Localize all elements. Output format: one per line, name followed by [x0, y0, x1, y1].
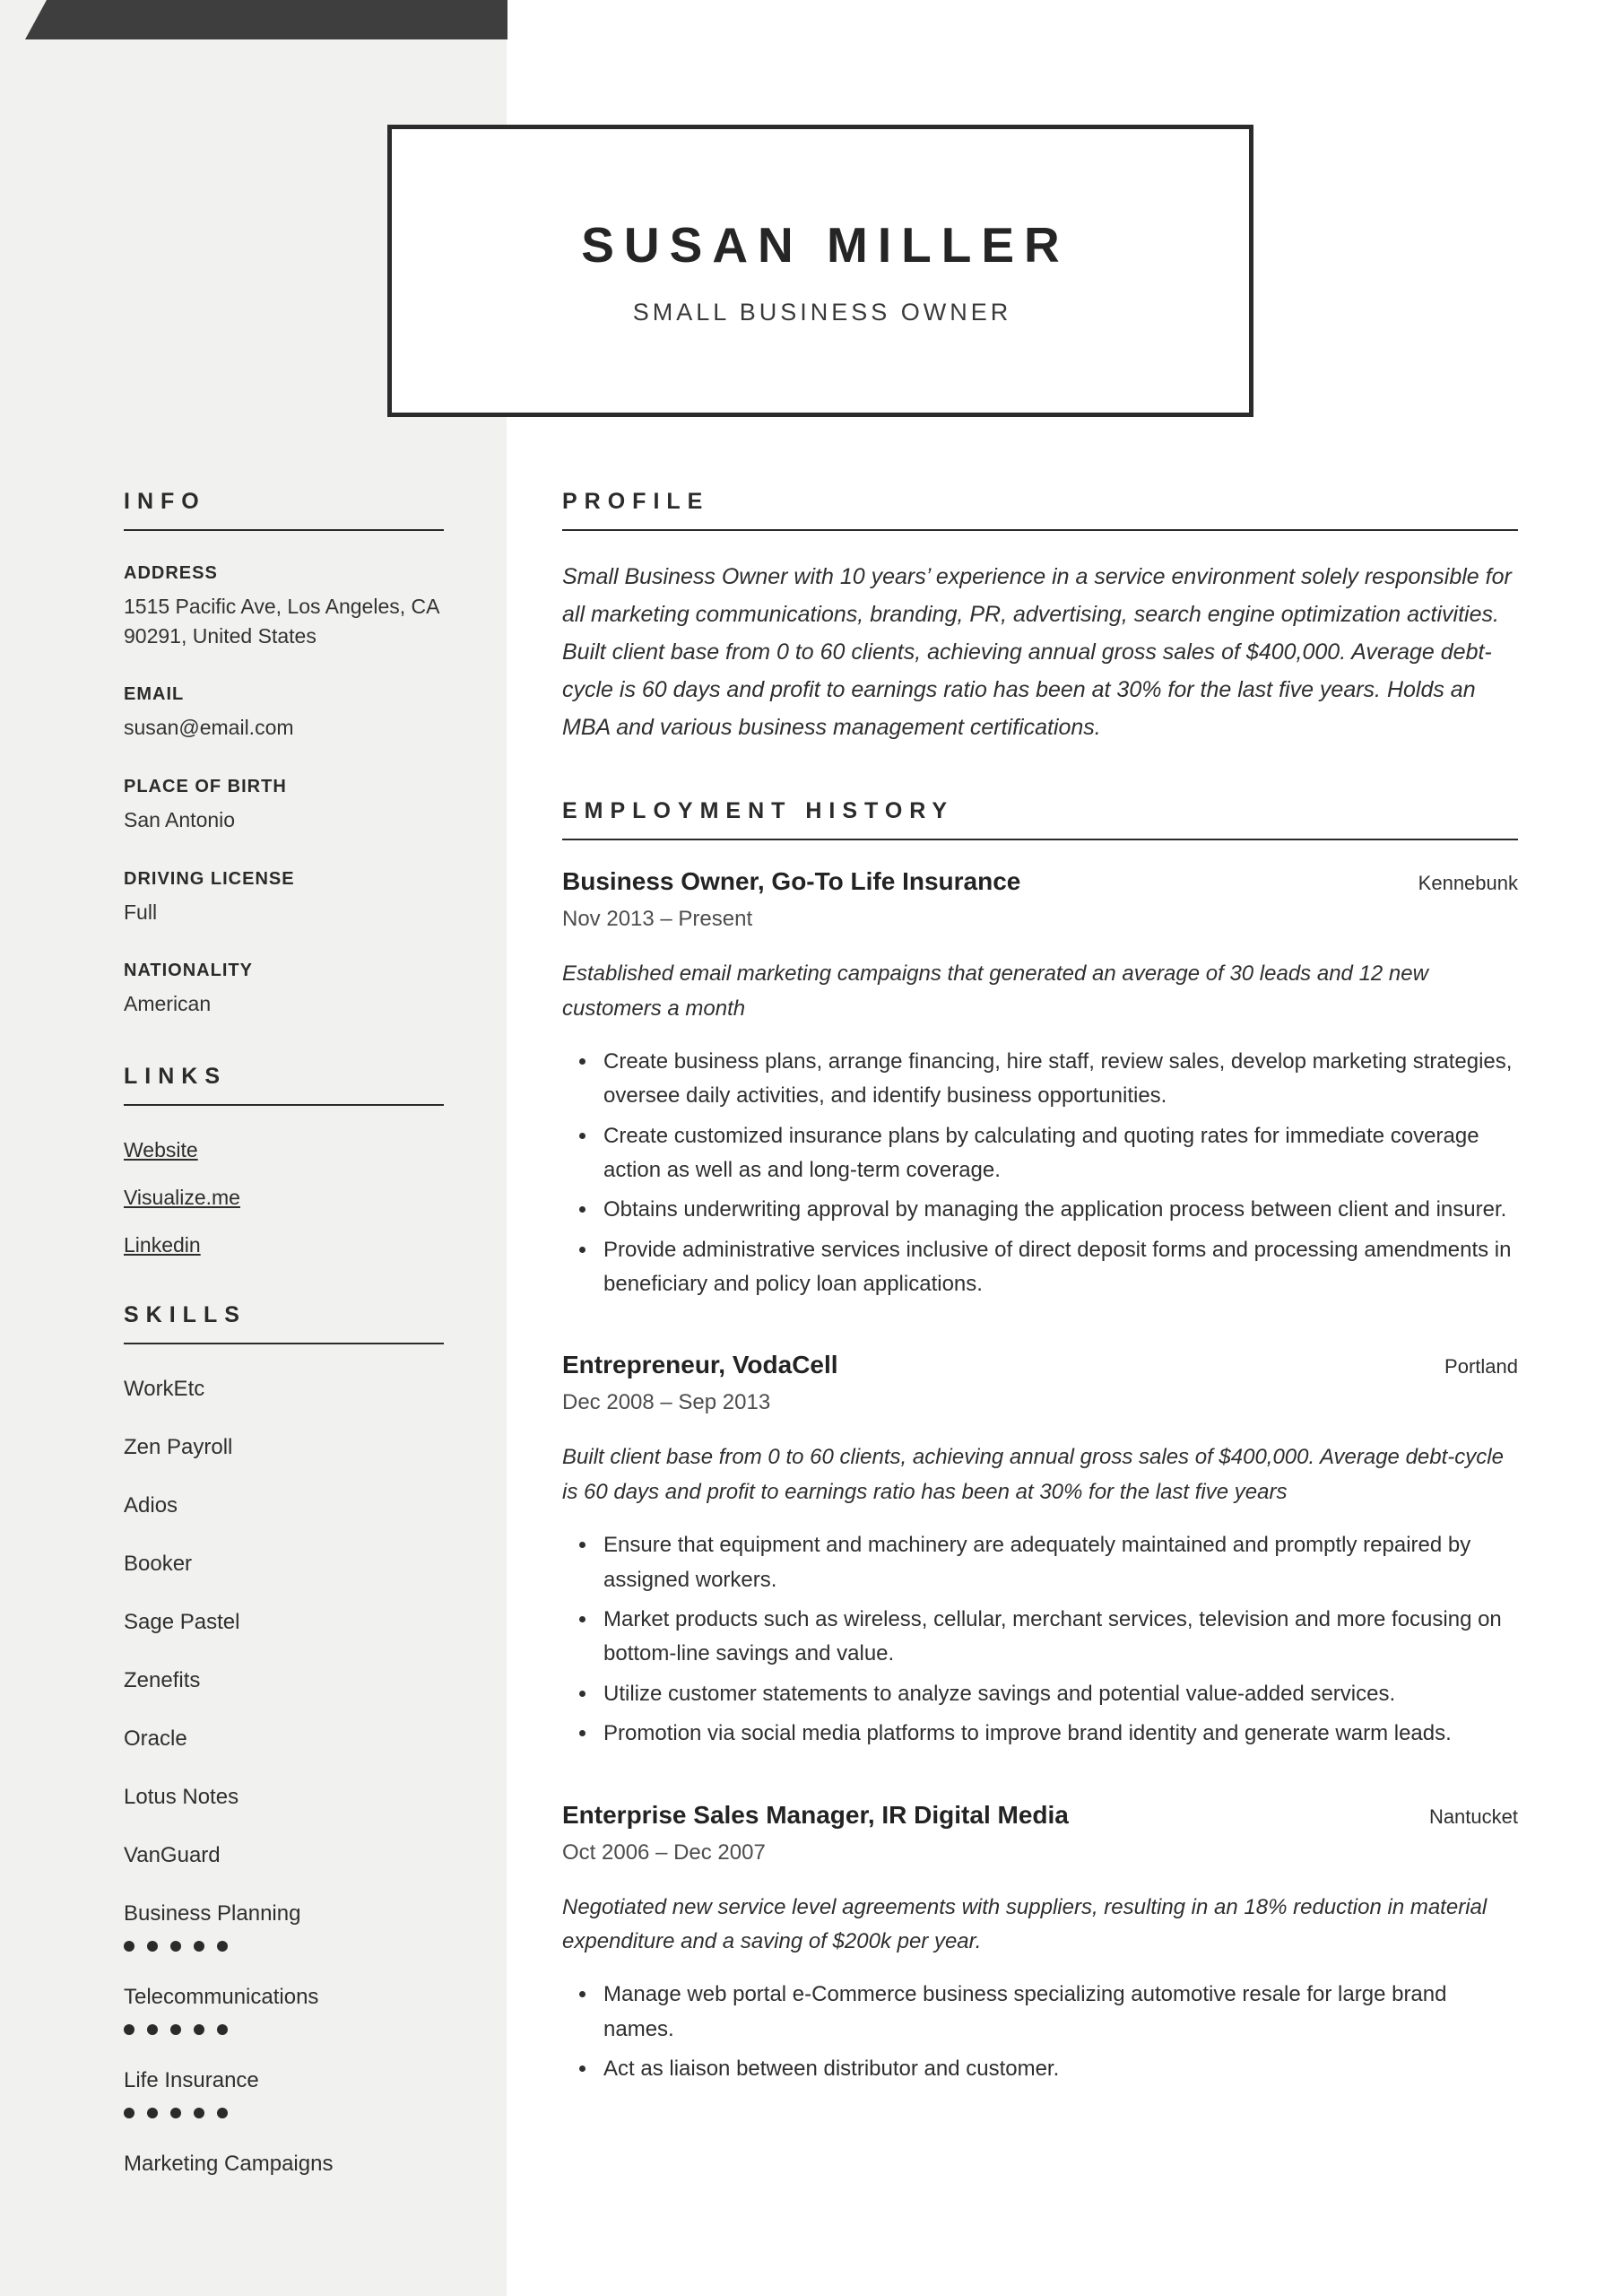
job-bullet: • Utilize customer statements to analyze savings and potential value-added services.	[598, 1677, 1518, 1711]
skill-item	[124, 1985, 444, 2035]
job-dates: Nov 2013 – Present	[562, 907, 753, 931]
info-field-label: NATIONALITY	[124, 961, 253, 981]
skill-rating	[124, 2024, 444, 2035]
info-field	[124, 684, 444, 743]
skill-rating	[124, 2108, 444, 2118]
skill-name: Adios	[124, 1492, 178, 1518]
rating-dot	[170, 2108, 181, 2118]
job-summary: Established email marketing campaigns that generated an average of 30 leads and 12 new customers a month	[562, 961, 1428, 1021]
skill-item	[124, 1726, 444, 1752]
skill-name: Telecommunications	[124, 1984, 319, 2009]
rating-dot	[194, 2108, 204, 2118]
skill-name: Lotus Notes	[124, 1784, 239, 1809]
job-bullet: • Create customized insurance plans by calculating and quoting rates for immediate coverage action as well as and long-term coverage.	[598, 1119, 1518, 1188]
skill-name: Booker	[124, 1551, 193, 1576]
skill-item	[124, 1610, 444, 1635]
skill-name: Zen Payroll	[124, 1434, 233, 1459]
candidate-job-title: SMALL BUSINESS OWNER	[632, 298, 1012, 326]
profile-heading: PROFILE	[562, 489, 1518, 531]
job-dates: Dec 2008 – Sep 2013	[562, 1390, 771, 1415]
info-field	[124, 869, 444, 927]
job-list	[562, 867, 1518, 2087]
job-bullet: • Act as liaison between distributor and customer.	[598, 2052, 1518, 2086]
job-bullet: • Manage web portal e-Commerce business specializing automotive resale for large brand names.	[598, 1978, 1518, 2047]
employment-heading: EMPLOYMENT HISTORY	[562, 798, 1518, 840]
info-field-value: Full	[124, 900, 158, 924]
job-bullets	[562, 1045, 1518, 1302]
links-section	[124, 1064, 444, 1257]
skill-item	[124, 1901, 444, 1952]
info-fields	[124, 563, 444, 1019]
profile-text: Small Business Owner with 10 years’ experience in a service environment solely responsible for all marketing communications, branding, PR, advertising, search engine optimization activities. Built client base from 0 to 60 clients, achieving annual gross sales of $400,000. Average debt-cycle is 60 days and profit to earnings ratio has been at 30% for the last five years. Holds an MBA and various business management certifications.	[562, 564, 1512, 740]
rating-dot	[124, 2108, 134, 2118]
skill-item	[124, 1843, 444, 1868]
candidate-name: SUSAN MILLER	[581, 216, 1070, 273]
rating-dot	[194, 1941, 204, 1952]
skill-name: Zenefits	[124, 1667, 201, 1692]
skills-list	[124, 1377, 444, 2177]
name-box	[387, 125, 1253, 417]
rating-dot	[217, 2024, 228, 2035]
job-bullet: • Market products such as wireless, cellular, merchant services, television and more focusing on bottom-line savings and value.	[598, 1603, 1518, 1672]
skill-name: VanGuard	[124, 1842, 221, 1867]
job-bullet: • Create business plans, arrange financing, hire staff, review sales, develop marketing strategies, oversee daily activities, and identify business opportunities.	[598, 1045, 1518, 1114]
rating-dot	[217, 2108, 228, 2118]
skill-item	[124, 1377, 444, 1402]
info-field-label: PLACE OF BIRTH	[124, 776, 287, 796]
info-field-label: EMAIL	[124, 684, 185, 705]
skills-heading: SKILLS	[124, 1302, 444, 1344]
skill-name: Marketing Campaigns	[124, 2151, 334, 2176]
job-entry	[562, 1351, 1518, 1751]
links-list	[124, 1138, 444, 1257]
job-header	[562, 1801, 1518, 1830]
skill-name: Business Planning	[124, 1900, 301, 1926]
skill-item	[124, 1552, 444, 1577]
skill-name: WorkEtc	[124, 1376, 205, 1401]
rating-dot	[147, 2024, 158, 2035]
skill-rating	[124, 1941, 444, 1952]
job-bullets	[562, 1978, 1518, 2086]
job-title: Enterprise Sales Manager, IR Digital Media	[562, 1800, 1069, 1829]
top-ribbon	[25, 0, 507, 39]
job-header	[562, 1351, 1518, 1379]
info-field	[124, 777, 444, 835]
job-title: Entrepreneur, VodaCell	[562, 1351, 838, 1379]
job-bullet: • Obtains underwriting approval by managing the application process between client and insurer.	[598, 1193, 1518, 1227]
rating-dot	[124, 1941, 134, 1952]
job-bullets	[562, 1528, 1518, 1751]
employment-section	[562, 798, 1518, 2087]
link-item[interactable]: Visualize.me	[124, 1185, 240, 1209]
info-field-value: San Antonio	[124, 807, 236, 831]
profile-section	[562, 489, 1518, 746]
job-bullet: • Promotion via social media platforms to improve brand identity and generate warm leads.	[598, 1717, 1518, 1751]
rating-dot	[147, 1941, 158, 1952]
info-field	[124, 961, 444, 1019]
job-location: Nantucket	[1428, 1805, 1518, 1828]
info-field-label: ADDRESS	[124, 563, 218, 583]
rating-dot	[147, 2108, 158, 2118]
info-field	[124, 563, 444, 650]
job-summary: Built client base from 0 to 60 clients, achieving annual gross sales of $400,000. Average debt-cycle is 60 days and profit to earnings ratio has been at 30% for the last five years	[562, 1445, 1504, 1505]
info-field-value: American	[124, 992, 212, 1016]
skill-name: Life Insurance	[124, 2067, 259, 2092]
link-item[interactable]: Linkedin	[124, 1232, 201, 1257]
skill-item	[124, 1668, 444, 1693]
info-heading: INFO	[124, 489, 444, 531]
skill-item	[124, 1785, 444, 1810]
skill-item	[124, 1493, 444, 1518]
rating-dot	[170, 2024, 181, 2035]
job-summary: Negotiated new service level agreements with suppliers, resulting in an 18% reduction in material expenditure and a saving of $200k per year.	[562, 1894, 1488, 1954]
job-location: Kennebunk	[1418, 872, 1518, 894]
info-section	[124, 489, 444, 1019]
info-field-value: 1515 Pacific Ave, Los Angeles, CA 90291, United States	[124, 595, 439, 648]
rating-dot	[217, 1941, 228, 1952]
job-entry	[562, 1801, 1518, 2087]
link-item[interactable]: Website	[124, 1137, 198, 1161]
rating-dot	[194, 2024, 204, 2035]
job-bullet: • Provide administrative services inclusive of direct deposit forms and processing amendments in beneficiary and policy loan applications.	[598, 1233, 1518, 1302]
job-entry	[562, 867, 1518, 1301]
job-dates: Oct 2006 – Dec 2007	[562, 1839, 766, 1865]
skills-section	[124, 1302, 444, 2177]
info-field-value: susan@email.com	[124, 716, 294, 740]
rating-dot	[170, 1941, 181, 1952]
job-location: Portland	[1444, 1355, 1518, 1378]
rating-dot	[124, 2024, 134, 2035]
skill-item	[124, 2068, 444, 2118]
job-bullet: • Ensure that equipment and machinery are adequately maintained and promptly repaired by assigned workers.	[598, 1528, 1518, 1597]
info-field-label: DRIVING LICENSE	[124, 868, 295, 889]
job-header	[562, 867, 1518, 896]
job-title: Business Owner, Go-To Life Insurance	[562, 867, 1021, 895]
skill-item	[124, 1435, 444, 1460]
skill-name: Oracle	[124, 1726, 187, 1751]
links-heading: LINKS	[124, 1064, 444, 1106]
skill-item	[124, 2152, 444, 2177]
skill-name: Sage Pastel	[124, 1609, 240, 1634]
